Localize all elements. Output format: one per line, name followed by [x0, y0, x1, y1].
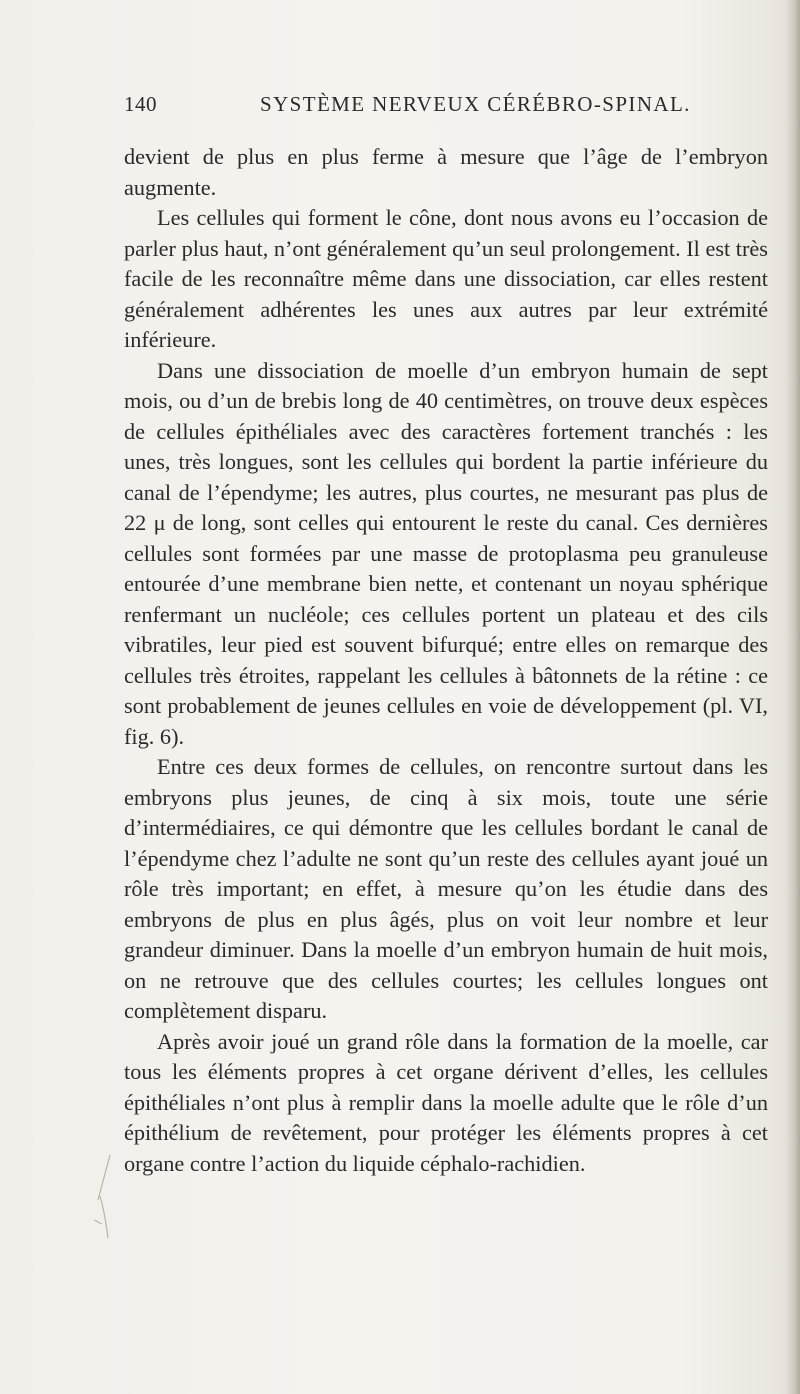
- paragraph-3: Dans une dissociation de moelle d’un embryon humain de sept mois, ou d’un de brebis long de 40 centimètres, on trouve deux espèces de cellules épithéliales avec des caractères fortement tranchés : les unes, très longues, sont les cellules qui bordent la partie inférieure du canal de l’épendyme; les autres, plus courtes, ne mesurant pas plus de 22 μ de long, sont celles qui entourent le reste du canal. Ces dernières cellules sont formées par une masse de protoplasma peu granuleuse entourée d’une membrane bien nette, et contenant un noyau sphérique renfermant un nucléole; ces cellules portent un plateau et des cils vibratiles, leur pied est souvent bifurqué; entre elles on remarque des cellules très étroites, rappelant les cellules à bâtonnets de la rétine : ce sont probablement de jeunes cellules en voie de développement (pl. VI, fig. 6).: [124, 357, 768, 749]
- page-number: 140: [124, 92, 157, 116]
- paragraph-2: Les cellules qui forment le cône, dont nous avons eu l’occasion de parler plus haut, n’ont généralement qu’un seul prolongement. Il est très facile de les reconnaître même dans une dissociation, car elles restent généralement adhérentes les unes aux autres par leur extrémité inférieure.: [124, 205, 768, 352]
- paragraph-4: Entre ces deux formes de cellules, on rencontre surtout dans les embryons plus jeunes, de cinq à six mois, toute une série d’intermédiaires, ce qui démontre que les cellules bordant le canal de l’épendyme chez l’adulte ne sont qu’un reste des cellules ayant joué un rôle très important; en effet, à mesure qu’on les étudie dans des embryons de plus en plus âgés, plus on voit leur nombre et leur grandeur diminuer. Dans la moelle d’un embryon humain de huit mois, on ne retrouve que des cellules courtes; les cellules longues ont complètement disparu.: [124, 754, 768, 1023]
- paragraph-1: devient de plus en plus ferme à mesure que l’âge de l’embryon augmente.: [124, 144, 768, 200]
- paragraph-5: Après avoir joué un grand rôle dans la formation de la moelle, car tous les éléments propres à cet organe dérivent d’elles, les cellules épithéliales n’ont plus à remplir dans la moelle adulte que le rôle d’un épithélium de revêtement, pour protéger les éléments propres à cet organe contre l’action du liquide céphalo-rachidien.: [124, 1028, 768, 1176]
- body-text: [124, 142, 768, 1179]
- running-title: SYSTÈME NERVEUX CÉRÉBRO-SPINAL.: [260, 92, 691, 116]
- page-edge-shadow: [786, 0, 800, 1394]
- pencil-mark-icon: [88, 1150, 128, 1250]
- page-header: [124, 92, 768, 122]
